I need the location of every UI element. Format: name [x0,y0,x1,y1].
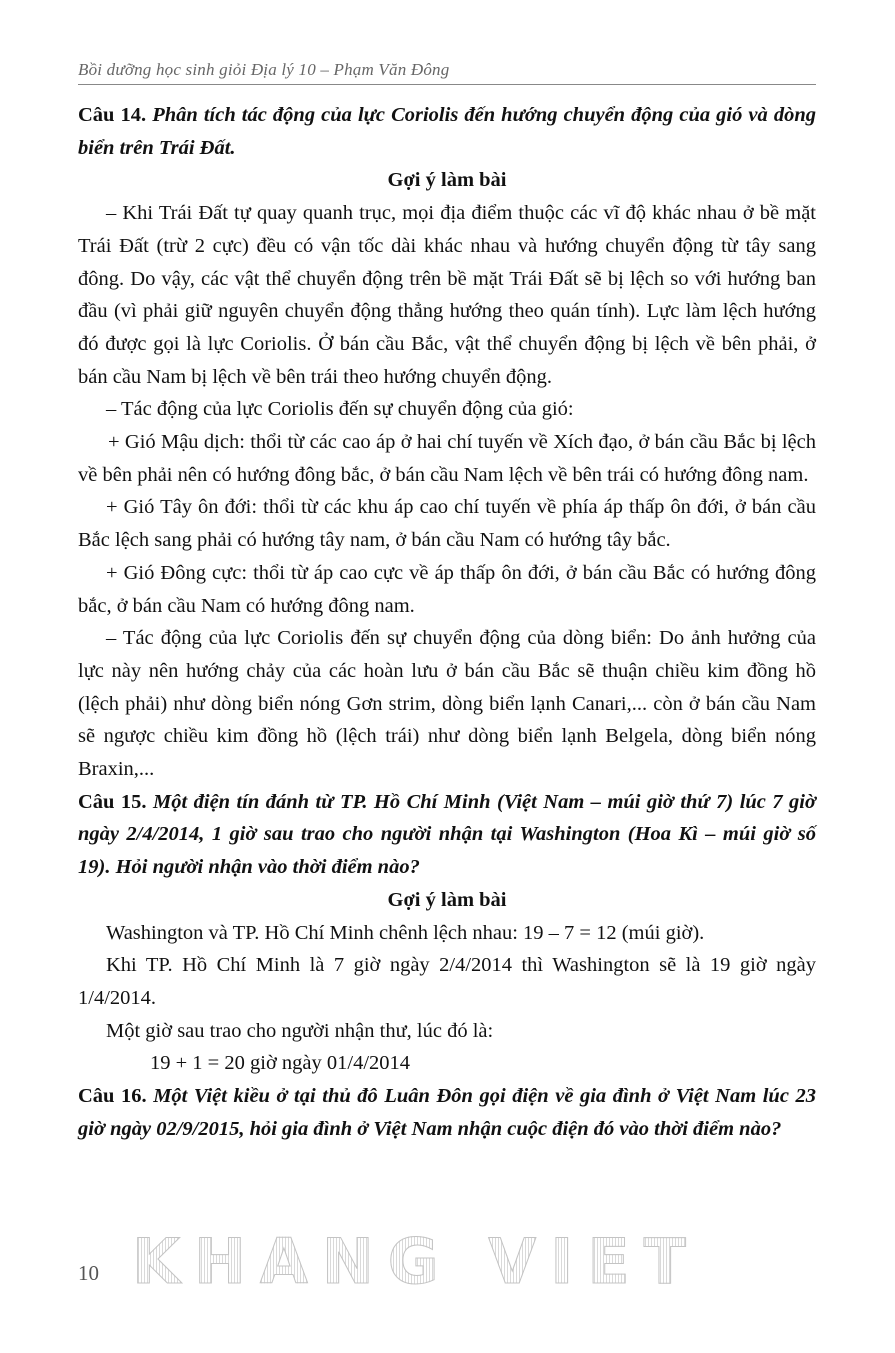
question-14-label: Câu 14. [78,104,147,126]
answer-14-paragraph-6: – Tác động của lực Coriolis đến sự chuyển động của dòng biển: Do ảnh hưởng của lực này nên hướng chảy của các hoàn lưu ở bán cầu Bắc sẽ thuận chiều kim đồng hồ (lệch phải) như dòng biển nóng Gơn strim, dòng biển lạnh Canari,... còn ở bán cầu Nam sẽ ngược chiều kim đồng hồ (lệch trái) như dòng biển lạnh Belgela, dòng biển nóng Braxin,... [78,627,816,781]
question-16-label: Câu 16. [78,1085,147,1108]
hint-heading-15: Gợi ý làm bài [387,888,507,911]
answer-14-paragraph-4: + Gió Tây ôn đới: thổi từ các khu áp cao chí tuyến về phía áp thấp ôn đới, ở bán cầu Bắc lệch sang phải có hướng tây nam, ở bán cầu Nam có hướng tây bắc. [78,496,816,552]
answer-15-paragraph-1: Washington và TP. Hồ Chí Minh chênh lệch nhau: 19 – 7 = 12 (múi giờ). [106,921,705,944]
question-15-label: Câu 15. [78,790,147,813]
answer-14-paragraph-3: + Gió Mậu dịch: thổi từ các cao áp ở hai chí tuyến về Xích đạo, ở bán cầu Bắc bị lệch về bên phải nên có hướng đông bắc, ở bán cầu Nam lệch về bên trái có hướng đông nam. [78,431,816,486]
answer-14-paragraph-5: + Gió Đông cực: thổi từ áp cao cực về áp thấp ôn đới, ở bán cầu Bắc có hướng đông bắc, ở bán cầu Nam có hướng đông nam. [78,561,816,617]
question-14 [78,99,816,164]
watermark-logo: KHANG VIET [132,1232,822,1292]
question-15 [78,786,816,884]
answer-15-paragraph-2: Khi TP. Hồ Chí Minh là 7 giờ ngày 2/4/2014 thì Washington sẽ là 19 giờ ngày 1/4/2014. [78,954,816,1009]
question-16-text: Một Việt kiều ở tại thủ đô Luân Đôn gọi điện về gia đình ở Việt Nam lúc 23 giờ ngày 02/9/2015, hỏi gia đình ở Việt Nam nhận cuộc điện đó vào thời điểm nào? [78,1085,816,1140]
answer-15-calculation: 19 + 1 = 20 giờ ngày 01/4/2014 [150,1052,411,1075]
running-header: Bồi dưỡng học sinh giỏi Địa lý 10 – Phạm Văn Đông [78,60,816,85]
hint-heading-14: Gợi ý làm bài [387,169,507,192]
answer-15-paragraph-3: Một giờ sau trao cho người nhận thư, lúc đó là: [106,1019,494,1042]
question-15-text: Một điện tín đánh từ TP. Hồ Chí Minh (Việt Nam – múi giờ thứ 7) lúc 7 giờ ngày 2/4/2014, 1 giờ sau trao cho người nhận tại Washington (Hoa Kì – múi giờ số 19). Hỏi người nhận vào thời điểm nào? [78,790,816,879]
question-16 [78,1080,816,1145]
answer-14-paragraph-1: – Khi Trái Đất tự quay quanh trục, mọi địa điểm thuộc các vĩ độ khác nhau ở bề mặt Trái Đất (trừ 2 cực) đều có vận tốc dài khác nhau và hướng chuyển động từ tây sang đông. Do vậy, các vật thể chuyển động trên bề mặt Trái Đất sẽ bị lệch so với hướng ban đầu (vì phải giữ nguyên chuyển động thẳng hướng theo quán tính). Lực làm lệch hướng đó được gọi là lực Coriolis. Ở bán cầu Bắc, vật thể chuyển động bị lệch về bên phải, ở bán cầu Nam bị lệch về bên trái theo hướng chuyển động. [78,202,816,388]
answer-14-paragraph-2: – Tác động của lực Coriolis đến sự chuyển động của gió: [106,398,574,421]
question-14-text: Phân tích tác động của lực Coriolis đến hướng chuyển động của gió và dòng biển trên Trái Đất. [78,104,816,159]
page-content [78,99,816,1146]
page-number: 10 [78,1261,99,1285]
